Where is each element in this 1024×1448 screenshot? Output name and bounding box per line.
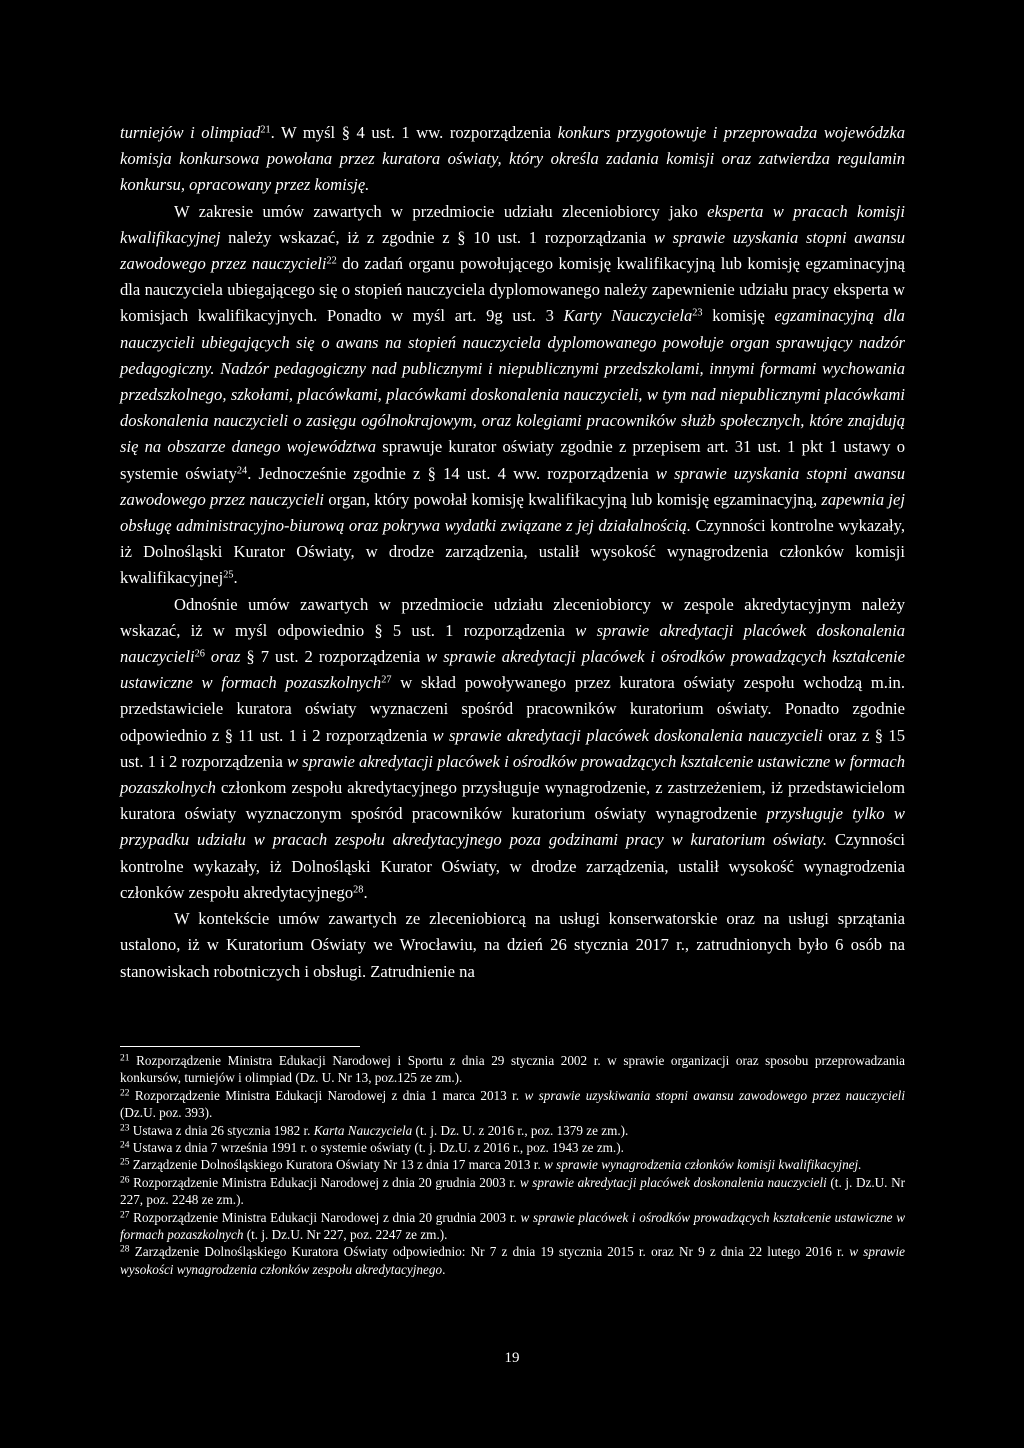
text-run: Ustawa z dnia 7 września 1991 r. o systemie oświaty (t. j. Dz.U. z 2016 r., poz. 1943 ze zm.). xyxy=(129,1140,624,1156)
paragraph xyxy=(120,592,905,906)
italic-text-run: w sprawie uzyskania stopni awansu zawodowego przez nauczycieli xyxy=(120,227,905,274)
italic-text-run: w sprawie wysokości wynagrodzenia członków zespołu akredytacyjnego xyxy=(120,1244,905,1277)
text-run: sprawuje kurator oświaty zgodnie z przepisem art. 31 ust. 1 pkt 1 ustawy o systemie oświaty xyxy=(120,437,905,483)
footnote-number: 27 xyxy=(120,1210,130,1221)
footnote-reference: 23 xyxy=(692,307,703,319)
text-run: Czynności kontrolne wykazały, iż Dolnośląski Kurator Oświaty, w drodze zarządzenia, ustalił wysokość wynagrodzenia członków komisji kwalifikacyjnej xyxy=(120,516,905,588)
text-run: oraz z § 15 ust. 1 i 2 rozporządzenia xyxy=(120,725,905,771)
text-run: . xyxy=(442,1261,446,1277)
italic-text-run: turniejów i olimpiad xyxy=(120,123,261,142)
italic-text-run: konkurs przygotowuje i przeprowadza wojewódzka komisja konkursowa powołana przez kuratora oświaty, który określa zadania komisji oraz zatwierdza regulamin konkursu, opracowany przez komisję. xyxy=(120,123,905,195)
italic-text-run: egzaminacyjną dla nauczycieli ubiegających się o awans na stopień nauczyciela dyplomowanego powołuje organ sprawujący nadzór pedagogiczny. Nadzór pedagogiczny nad publicznymi i niepublicznymi przedszkolami, innymi formami wychowania przedszkolnego, szkołami, placówkami, placówkami doskonalenia nauczycieli, w tym nad niepublicznymi placówkami doskonalenia nauczycieli o zasięgu ogólnokrajowym, oraz kolegiami pracowników służb społecznych, które znajdują się na obszarze danego województwa xyxy=(120,306,905,457)
italic-text-run: Karta Nauczyciela xyxy=(313,1122,413,1138)
footnotes xyxy=(120,1052,905,1278)
body-text xyxy=(120,120,905,985)
footnote xyxy=(120,1174,905,1209)
footnote xyxy=(120,1122,905,1139)
italic-text-run: w sprawie akredytacji placówek doskonalenia nauczycieli xyxy=(432,725,823,745)
text-run: (Dz.U. poz. 393). xyxy=(120,1105,213,1121)
italic-text-run: w sprawie akredytacji placówek doskonalenia nauczycieli xyxy=(120,620,905,667)
text-run: Ustawa z dnia 26 stycznia 1982 r. xyxy=(129,1122,314,1138)
text-run: (t. j. Dz.U. Nr 227, poz. 2247 ze zm.). xyxy=(243,1227,448,1243)
text-run: . xyxy=(233,568,238,588)
text-run: W kontekście umów zawartych ze zleceniobiorcą na usługi konserwatorskie oraz na usługi sprzątania ustalono, iż w Kuratorium Oświaty we Wrocławiu, na dzień 26 stycznia 2017 r., zatrudnionych było 6 osób na stanowiskach robotniczych i obsługi. Zatrudnienie na xyxy=(120,909,905,981)
footnote-reference: 26 xyxy=(194,648,205,660)
text-run: do zadań organu powołującego komisję kwalifikacyjną lub komisję egzaminacyjną dla nauczyciela ubiegającego się o stopień nauczyciela dyplomowanego należy zapewnienie udziału pracy eksperta w komisjach kwalifikacyjnych. Ponadto w myśl art. 9g ust. 3 xyxy=(120,254,905,326)
footnote-number: 24 xyxy=(120,1140,130,1151)
footnote xyxy=(120,1139,905,1156)
italic-text-run: przysługuje tylko w przypadku udziału w pracach zespołu akredytacyjnego poza godzinami pracy w kuratorium oświaty. xyxy=(120,804,906,850)
paragraph xyxy=(120,120,905,199)
footnote-number: 28 xyxy=(120,1245,130,1256)
footnote-number: 23 xyxy=(120,1123,130,1134)
paragraph xyxy=(120,199,905,592)
text-run: Rozporządzenie Ministra Edukacji Narodowej z dnia 20 grudnia 2003 r. xyxy=(129,1174,520,1190)
italic-text-run: w sprawie placówek i ośrodków prowadzących kształcenie ustawiczne w formach pozaszkolnych xyxy=(120,1209,905,1243)
italic-text-run: w sprawie akredytacji placówek i ośrodków prowadzących kształcenie ustawiczne w formach pozaszkolnych xyxy=(120,751,905,798)
footnote-number: 25 xyxy=(120,1158,130,1169)
italic-text-run: w sprawie wynagrodzenia członków komisji kwalifikacyjnej. xyxy=(544,1157,862,1173)
footnote xyxy=(120,1209,905,1244)
text-run: (t. j. Dz. U. z 2016 r., poz. 1379 ze zm.). xyxy=(412,1122,629,1138)
text-run: . Jednocześnie zgodnie z § 14 ust. 4 ww. rozporządzenia xyxy=(247,463,656,483)
italic-text-run: zapewnia jej obsługę administracyjno-biurową oraz pokrywa wydatki związane z jej działalnością. xyxy=(120,489,905,536)
italic-text-run: w sprawie akredytacji placówek doskonalenia nauczycieli xyxy=(519,1174,827,1190)
footnote-number: 22 xyxy=(120,1088,130,1099)
italic-text-run: w sprawie akredytacji placówek i ośrodków prowadzących kształcenie ustawiczne w formach pozaszkolnych xyxy=(120,647,905,693)
text-run: Rozporządzenie Ministra Edukacji Narodowej z dnia 1 marca 2013 r. xyxy=(129,1087,525,1103)
text-run: . xyxy=(363,882,368,902)
italic-text-run: w sprawie uzyskania stopni awansu zawodowego przez nauczycieli xyxy=(120,463,906,509)
text-run: Czynności kontrolne wykazały, iż Dolnośląski Kurator Oświaty, w drodze zarządzenia, ustalił wysokość wynagrodzenia członków zespołu akredytacyjnego xyxy=(120,830,905,902)
footnote-reference: 22 xyxy=(326,255,337,267)
italic-text-run: oraz xyxy=(204,647,241,667)
footnote xyxy=(120,1087,905,1122)
text-run: Zarządzenie Dolnośląskiego Kuratora Oświaty odpowiednio: Nr 7 z dnia 19 stycznia 2015 r. oraz Nr 9 z dnia 22 lutego 2016 r. xyxy=(129,1244,850,1260)
footnote-reference: 24 xyxy=(236,464,248,476)
text-run: należy wskazać, iż z zgodnie z § 10 ust. 1 rozporządzania xyxy=(220,227,654,247)
text-run: Rozporządzenie Ministra Edukacji Narodowej i Sportu z dnia 29 stycznia 2002 r. w sprawie organizacji oraz sposobu przeprowadzania konkursów, turniejów i olimpiad (Dz. U. Nr 13, poz.125 ze zm.). xyxy=(120,1053,905,1086)
footnote-reference: 25 xyxy=(223,569,234,581)
text-run: Rozporządzenie Ministra Edukacji Narodowej z dnia 20 grudnia 2003 r. xyxy=(129,1209,521,1225)
footnote-separator xyxy=(120,1046,360,1047)
footnote-reference: 28 xyxy=(353,884,364,896)
footnote-number: 21 xyxy=(120,1053,130,1064)
footnote xyxy=(120,1156,905,1173)
text-run: (t. j. Dz.U. Nr 227, poz. 2248 ze zm.). xyxy=(120,1174,905,1208)
text-run: komisję xyxy=(702,306,775,326)
text-run: Zarządzenie Dolnośląskiego Kuratora Oświaty Nr 13 z dnia 17 marca 2013 r. xyxy=(129,1157,545,1173)
footnote xyxy=(120,1243,905,1278)
text-run: W zakresie umów zawartych w przedmiocie udziału zleceniobiorcy jako xyxy=(174,201,708,221)
text-run: § 7 ust. 2 rozporządzenia xyxy=(240,647,427,667)
footnote-reference: 21 xyxy=(260,124,271,136)
footnote-number: 26 xyxy=(120,1175,130,1186)
text-run: członkom zespołu akredytacyjnego przysługuje wynagrodzenie, z zastrzeżeniem, iż przedstawicielom kuratora oświaty wyznaczonym spośród pracowników kuratorium oświaty wynagrodzenie xyxy=(120,778,905,824)
footnote-reference: 27 xyxy=(381,674,392,686)
paragraph xyxy=(120,906,905,985)
text-run: organ, który powołał komisję kwalifikacyjną lub komisję egzaminacyjną, xyxy=(324,489,822,509)
text-run: . W myśl § 4 ust. 1 ww. rozporządzenia xyxy=(270,123,558,142)
italic-text-run: w sprawie uzyskiwania stopni awansu zawodowego przez nauczycieli xyxy=(524,1087,905,1103)
italic-text-run: eksperta w pracach komisji kwalifikacyjnej xyxy=(120,201,905,247)
italic-text-run: Karty Nauczyciela xyxy=(563,306,693,326)
text-run: w skład powoływanego przez kuratora oświaty zespołu wchodzą m.in. przedstawiciele kuratora oświaty wyznaczeni spośród pracowników kuratorium oświaty. Ponadto zgodnie odpowiednio z § 11 ust. 1 i 2 rozporządzenia xyxy=(120,673,905,745)
footnote xyxy=(120,1052,905,1087)
text-run: Odnośnie umów zawartych w przedmiocie udziału zleceniobiorcy w zespole akredytacyjnym należy wskazać, iż w myśl odpowiednio § 5 ust. 1 rozporządzenia xyxy=(120,594,905,640)
page-number: 19 xyxy=(504,1350,520,1366)
